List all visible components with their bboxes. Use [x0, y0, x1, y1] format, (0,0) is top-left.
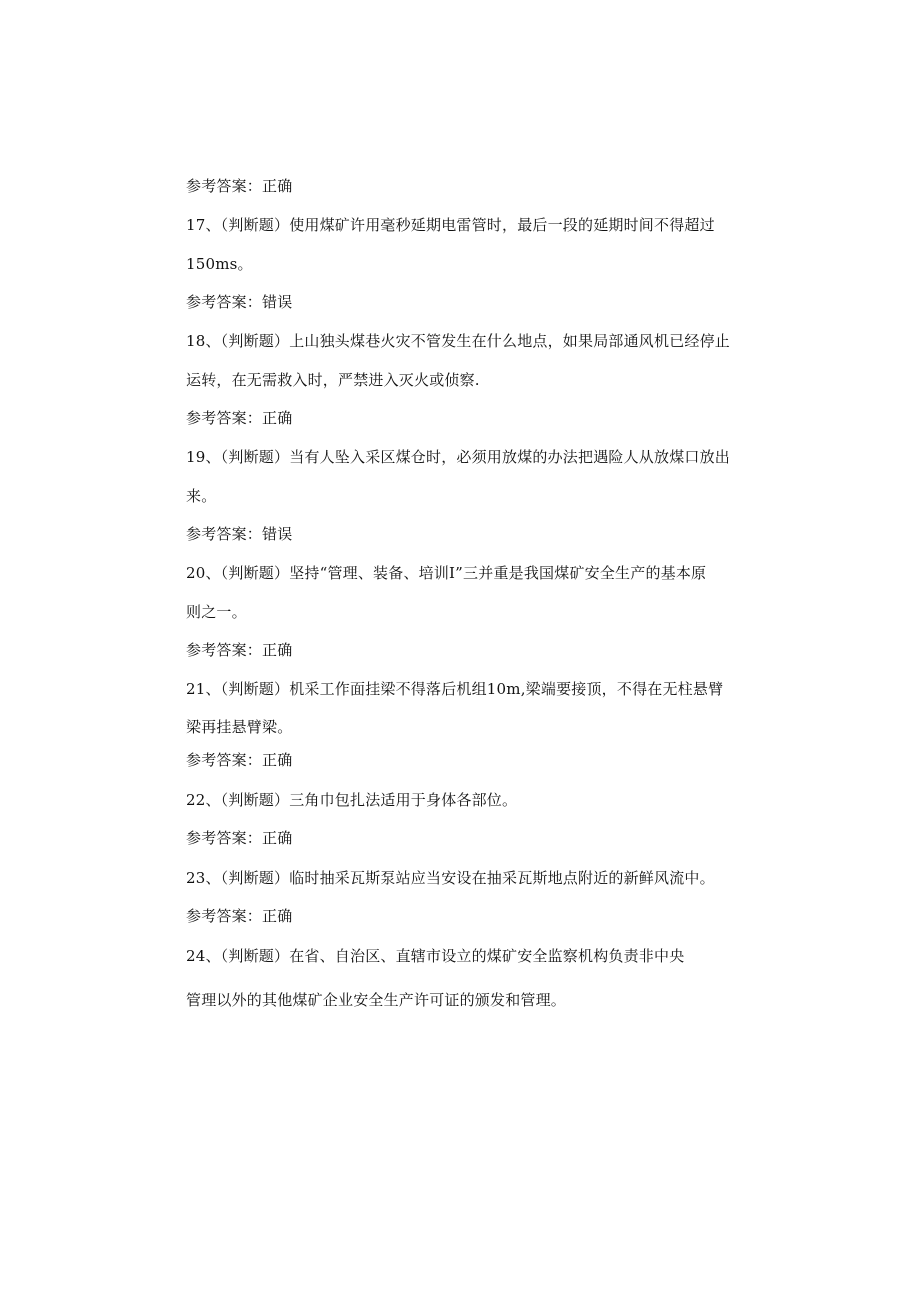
question-19-line-2: 来。	[186, 487, 217, 505]
question-21-line-1: 21、（判断题）机采工作面挂梁不得落后机组10m,梁端要接顶，不得在无柱悬臂	[186, 680, 724, 698]
question-24-line-1: 24、（判断题）在省、自治区、直辖市设立的煤矿安全监察机构负责非中央	[186, 947, 685, 965]
question-18-line-2: 运转，在无需救入时，严禁进入灭火或侦察.	[186, 371, 480, 389]
answer-19: 参考答案：错误	[186, 525, 293, 543]
answer-16: 参考答案：正确	[186, 177, 293, 195]
question-19-line-1: 19、（判断题）当有人坠入采区煤仓时，必须用放煤的办法把遇险人从放煤口放出	[186, 448, 730, 466]
answer-20: 参考答案：正确	[186, 641, 293, 659]
answer-21: 参考答案：正确	[186, 751, 293, 769]
answer-22: 参考答案：正确	[186, 829, 293, 847]
question-20-line-2: 则之一。	[186, 603, 247, 621]
answer-23: 参考答案：正确	[186, 907, 293, 925]
answer-18: 参考答案：正确	[186, 409, 293, 427]
question-23-line-1: 23、（判断题）临时抽采瓦斯泵站应当安设在抽采瓦斯地点附近的新鲜风流中。	[186, 869, 715, 887]
question-17-line-2: 150ms。	[186, 255, 253, 273]
question-17-line-1: 17、（判断题）使用煤矿许用毫秒延期电雷管时，最后一段的延期时间不得超过	[186, 216, 715, 234]
question-18-line-1: 18、（判断题）上山独头煤巷火灾不管发生在什么地点，如果局部通风机已经停止	[186, 332, 730, 350]
question-20-line-1: 20、（判断题）坚持“管理、装备、培训Ⅰ”三并重是我国煤矿安全生产的基本原	[186, 564, 707, 582]
question-22-line-1: 22、（判断题）三角巾包扎法适用于身体各部位。	[186, 791, 518, 809]
question-24-line-2: 管理以外的其他煤矿企业安全生产许可证的颁发和管理。	[186, 991, 567, 1009]
answer-17: 参考答案：错误	[186, 293, 293, 311]
question-21-line-2: 梁再挂悬臂梁。	[186, 718, 293, 736]
